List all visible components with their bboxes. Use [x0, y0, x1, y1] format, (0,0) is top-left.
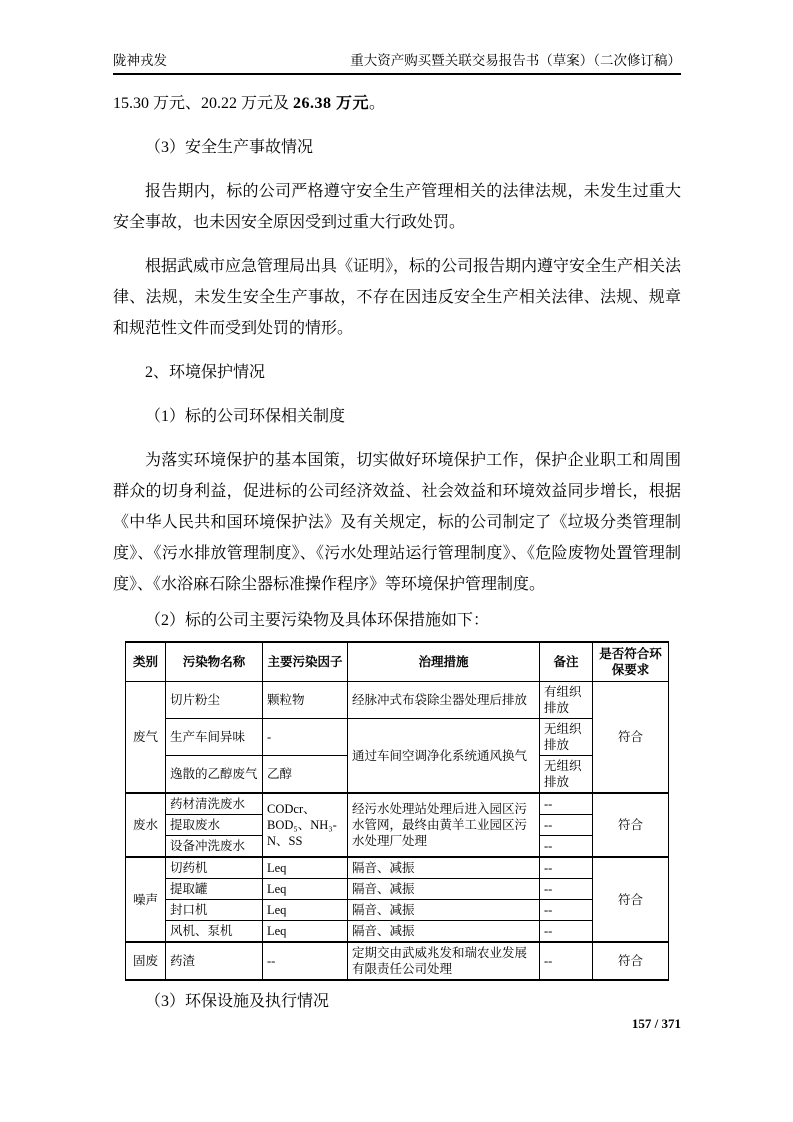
remark-cell: -- [540, 815, 593, 836]
remark-cell: -- [540, 921, 593, 943]
category-cell: 废气 [126, 682, 166, 794]
pollutant-name-cell: 切药机 [166, 857, 263, 879]
remark-cell: -- [540, 836, 593, 858]
column-header-pollutant-name: 污染物名称 [166, 642, 263, 682]
pollution-factor-cell: 颗粒物 [263, 682, 348, 719]
heading-pollutants-intro: （2）标的公司主要污染物及具体环保措施如下： [145, 612, 490, 629]
compliance-cell: 符合 [593, 857, 669, 942]
pollutant-name-cell: 逸散的乙醇废气 [166, 756, 263, 794]
pollution-factor-cell: Leq [263, 900, 348, 921]
pollutant-name-cell: 风机、泵机 [166, 921, 263, 943]
header-report-title: 重大资产购买暨关联交易报告书（草案）（二次修订稿） [350, 53, 681, 68]
page-header [113, 52, 681, 75]
pollution-factor-cell: Leq [263, 921, 348, 943]
heading-env-policies: （1）标的公司环保相关制度 [145, 408, 346, 425]
paragraph-amounts [113, 88, 681, 119]
column-header-remark: 备注 [540, 642, 593, 682]
heading-environmental-protection: 2、环境保护情况 [145, 364, 266, 381]
amounts-suffix: 。 [369, 95, 386, 112]
pollution-factor-cell: 乙醇 [263, 756, 348, 794]
paragraph-env-policies: 为落实环境保护的基本国策，切实做好环境保护工作，保护企业职工和周围群众的切身利益，促进标的公司经济效益、社会效益和环境效益同步增长，根据《中华人民共和国环境保护法》及有关规定，标的公司制定了《垃圾分类管理制度》、《污水排放管理制度》、《污水处理站运行管理制度》、《危险废物处置管理制度》、《水浴麻石除尘器标准操作程序》等环境保护管理制度。 [113, 452, 681, 593]
table-row [126, 879, 669, 900]
pollutant-name-cell: 封口机 [166, 900, 263, 921]
treatment-measure-cell: 定期交由武威兆发和瑞农业发展有限责任公司处理 [348, 942, 540, 980]
paragraph-safety-compliance: 报告期内，标的公司严格遵守安全生产管理相关的法律法规，未发生过重大安全事故，也未因安全原因受到过重大行政处罚。 [113, 183, 681, 231]
pollutant-name-cell: 提取罐 [166, 879, 263, 900]
table-row [126, 793, 669, 815]
remark-cell: -- [540, 793, 593, 815]
remark-cell: 无组织排放 [540, 719, 593, 756]
category-cell: 噪声 [126, 857, 166, 942]
remark-cell: -- [540, 857, 593, 879]
pollutant-table [125, 641, 669, 981]
remark-cell: 有组织排放 [540, 682, 593, 719]
treatment-measure-cell: 隔音、减振 [348, 879, 540, 900]
pollution-factor-cell: Leq [263, 879, 348, 900]
header-company-name: 陇神戎发 [113, 53, 167, 68]
pollutant-name-cell: 药渣 [166, 942, 263, 980]
remark-cell: -- [540, 942, 593, 980]
page-number: 157 / 371 [631, 1016, 681, 1031]
compliance-cell: 符合 [593, 942, 669, 980]
table-row [126, 921, 669, 943]
column-header-compliance: 是否符合环保要求 [593, 642, 669, 682]
table-row [126, 942, 669, 980]
category-cell: 固废 [126, 942, 166, 980]
treatment-measure-cell: 经脉冲式布袋除尘器处理后排放 [348, 682, 540, 719]
table-row [126, 857, 669, 879]
pollutant-name-cell: 提取废水 [166, 815, 263, 836]
compliance-cell: 符合 [593, 793, 669, 857]
column-header-pollution-factor: 主要污染因子 [263, 642, 348, 682]
table-row [126, 900, 669, 921]
column-header-category: 类别 [126, 642, 166, 682]
amounts-text: 15.30 万元、20.22 万元及 [113, 95, 294, 112]
pollution-factor-cell: CODcr、BOD₅、NH₃-N、SS [263, 793, 348, 857]
page-body [113, 88, 681, 1017]
table-row [126, 682, 669, 719]
treatment-measure-cell: 经污水处理站处理后进入园区污水管网，最终由黄羊工业园区污水处理厂处理 [348, 793, 540, 857]
remark-cell: 无组织排放 [540, 756, 593, 794]
pollutant-name-cell: 药材清洗废水 [166, 793, 263, 815]
pollutant-name-cell: 设备冲洗废水 [166, 836, 263, 858]
pollution-factor-cell: Leq [263, 857, 348, 879]
paragraph-safety-certificate: 根据武威市应急管理局出具《证明》，标的公司报告期内遵守安全生产相关法律、法规，未发生安全生产事故，不存在因违反安全生产相关法律、法规、规章和规范性文件而受到处罚的情形。 [113, 258, 682, 337]
heading-safety-incidents: （3）安全生产事故情况 [145, 139, 314, 156]
treatment-measure-cell: 隔音、减振 [348, 900, 540, 921]
pollution-factor-cell: - [263, 719, 348, 756]
pollution-factor-cell: -- [263, 942, 348, 980]
pollutant-name-cell: 切片粉尘 [166, 682, 263, 719]
column-header-treatment-measure: 治理措施 [348, 642, 540, 682]
amounts-bold-value: 26.38 万元 [293, 95, 370, 112]
treatment-measure-cell: 隔音、减振 [348, 921, 540, 943]
table-row [126, 719, 669, 756]
heading-env-facilities: （3）环保设施及执行情况 [145, 993, 330, 1010]
treatment-measure-cell: 通过车间空调净化系统通风换气 [348, 719, 540, 794]
compliance-cell: 符合 [593, 682, 669, 794]
remark-cell: -- [540, 900, 593, 921]
treatment-measure-cell: 隔音、减振 [348, 857, 540, 879]
category-cell: 废水 [126, 793, 166, 857]
table-header-row [126, 642, 669, 682]
remark-cell: -- [540, 879, 593, 900]
pollutant-name-cell: 生产车间异味 [166, 719, 263, 756]
